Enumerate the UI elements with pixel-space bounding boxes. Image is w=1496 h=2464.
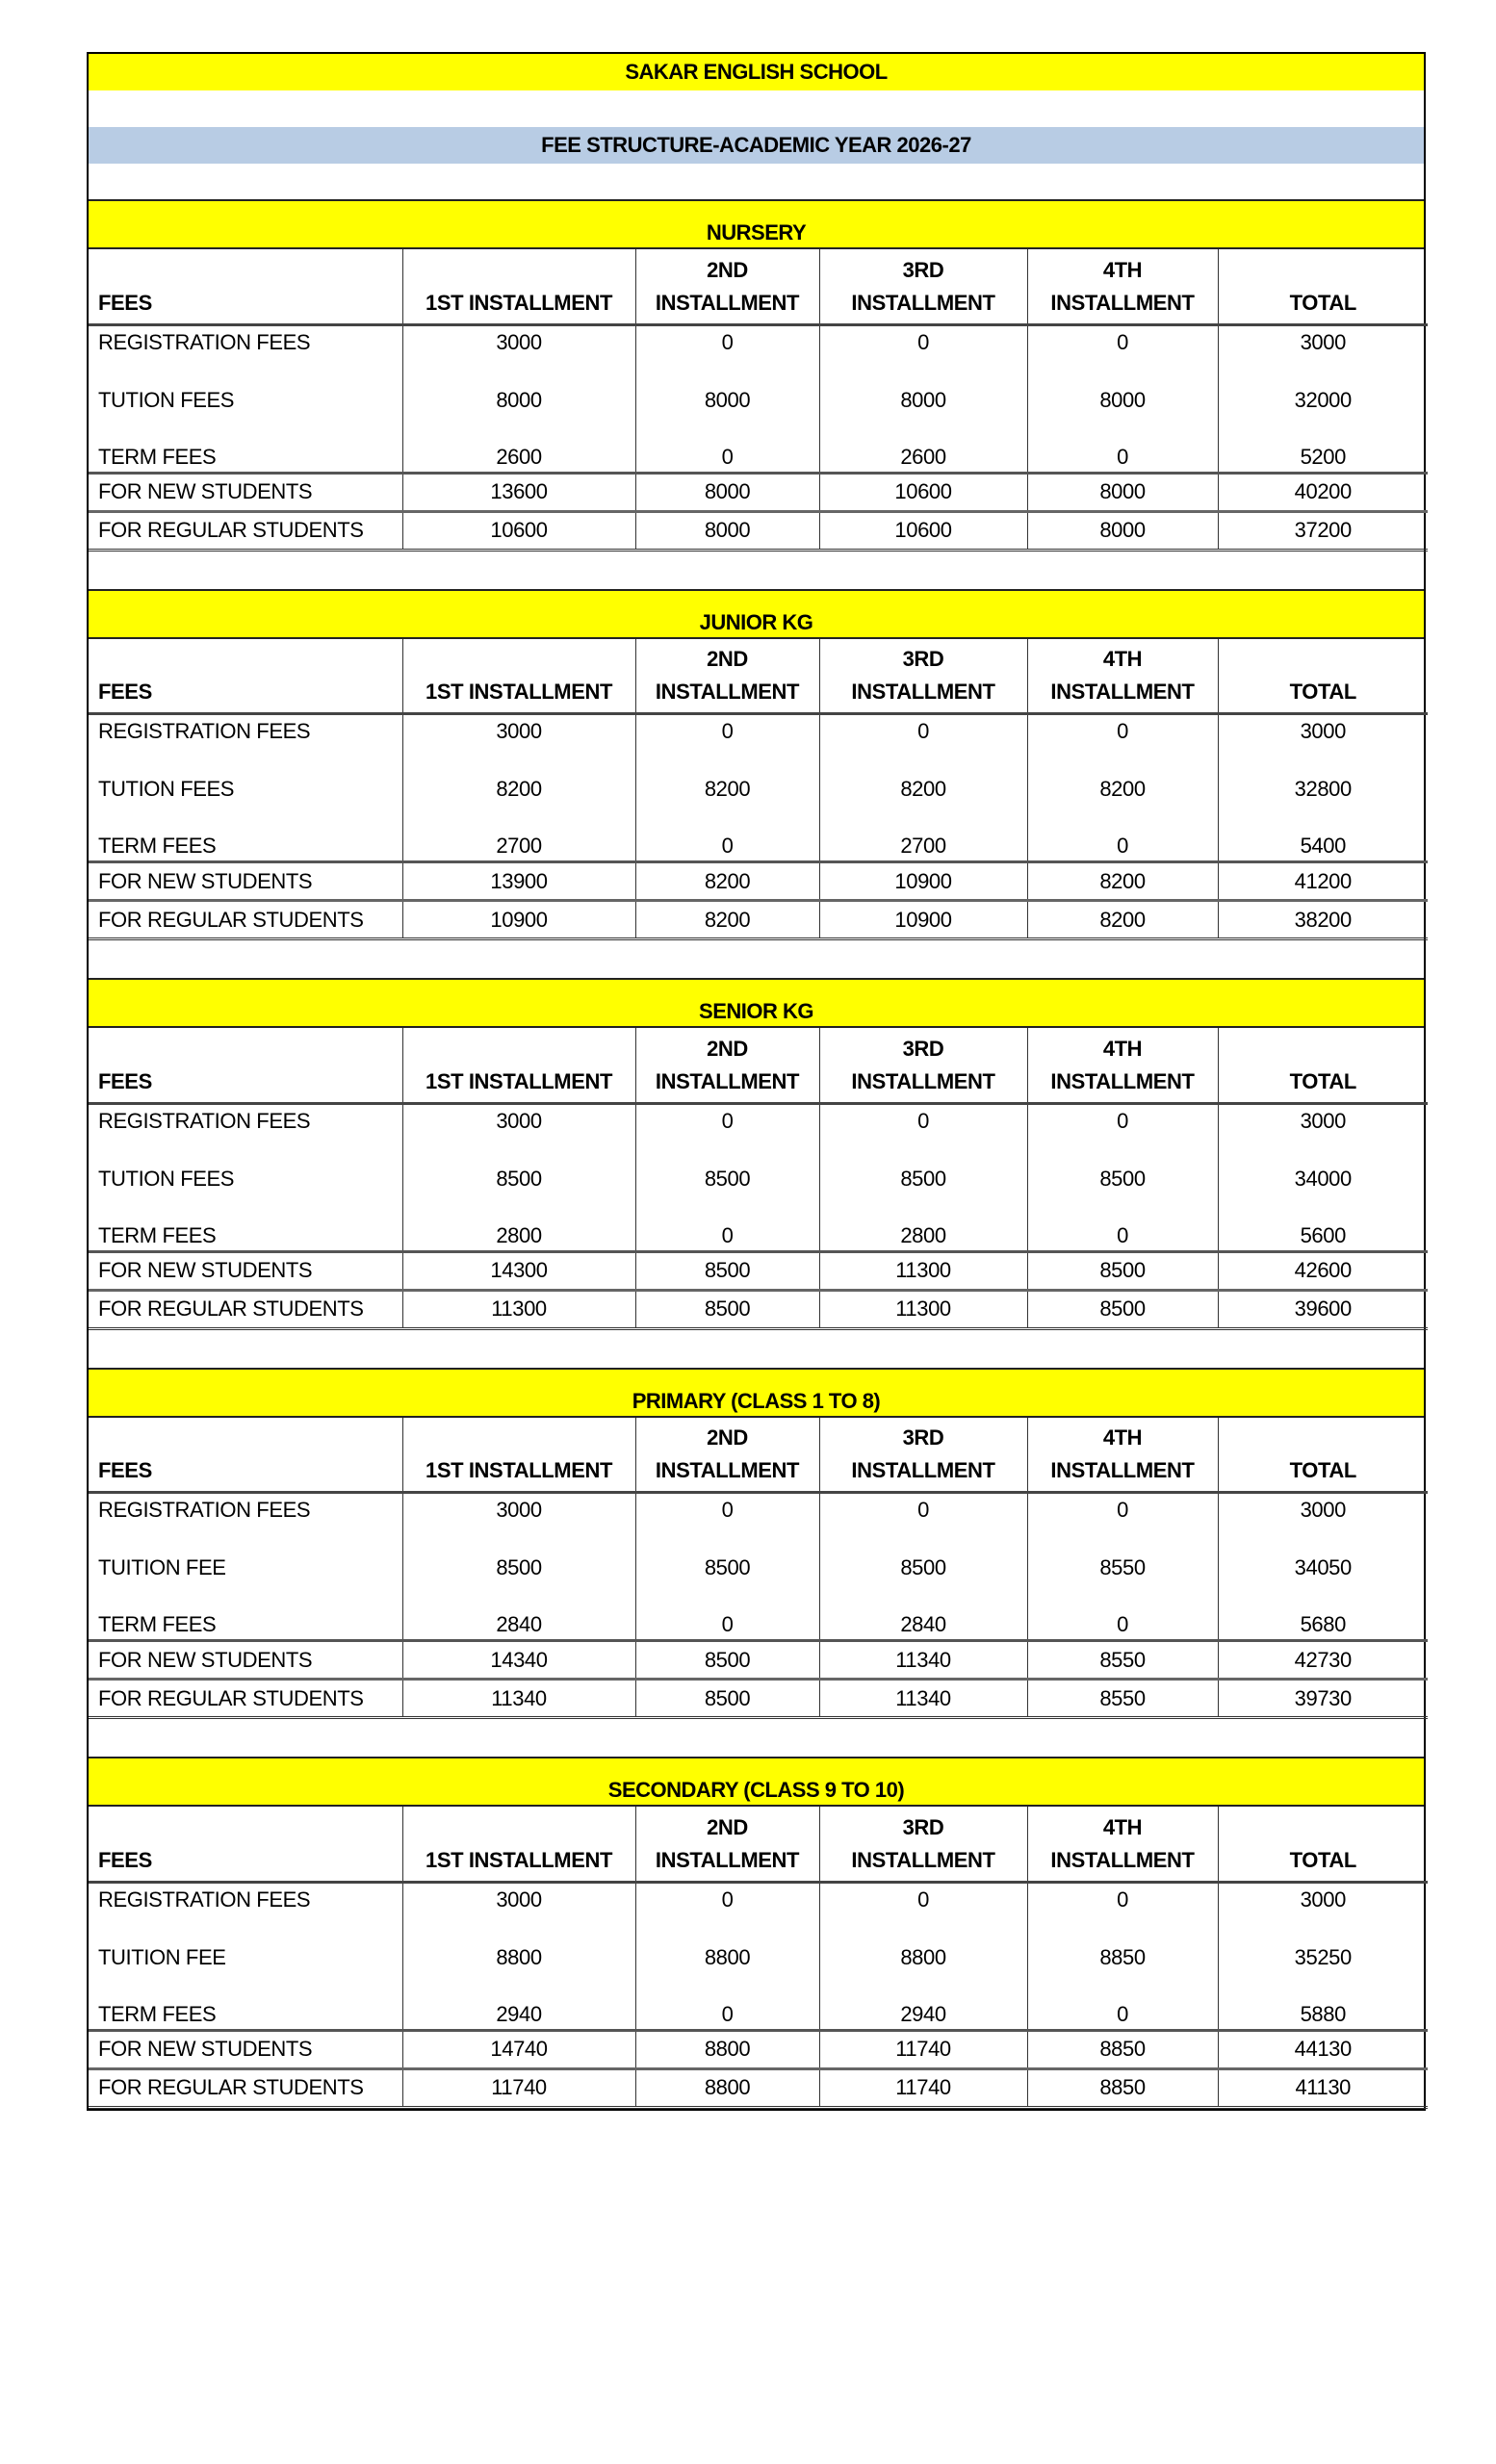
header-1st-installment: 1ST INSTALLMENT (402, 249, 635, 324)
amount-total: 5400 (1218, 827, 1428, 862)
header-4th-installment: 4TH INSTALLMENT (1027, 249, 1218, 324)
amount-2nd-installment: 0 (635, 1493, 819, 1531)
amount-4th-installment: 0 (1027, 324, 1218, 363)
amount-1st-installment: 13900 (402, 862, 635, 901)
amount-1st-installment: 3000 (402, 324, 635, 363)
amount-2nd-installment: 8500 (635, 1290, 819, 1328)
section-title (89, 589, 1424, 639)
fee-label: FOR REGULAR STUDENTS (89, 1680, 402, 1718)
fee-label: REGISTRATION FEES (89, 1493, 402, 1531)
header-1st-installment: 1ST INSTALLMENT (402, 1807, 635, 1882)
header-fees: FEES (89, 1807, 402, 1882)
amount-2nd-installment: 8800 (635, 1920, 819, 1994)
amount-4th-installment: 0 (1027, 1994, 1218, 2030)
amount-2nd-installment: 0 (635, 827, 819, 862)
new-students-total-row (89, 1641, 1428, 1680)
table-header-row (89, 639, 1428, 714)
fee-section (89, 199, 1424, 552)
amount-4th-installment: 0 (1027, 1216, 1218, 1251)
amount-1st-installment: 2840 (402, 1605, 635, 1641)
amount-total: 3000 (1218, 714, 1428, 753)
regular-students-total-row (89, 901, 1428, 939)
amount-2nd-installment: 8500 (635, 1142, 819, 1216)
section-title-text: SECONDARY (CLASS 9 TO 10) (607, 1778, 905, 1802)
amount-3rd-installment: 8000 (819, 363, 1027, 437)
header-3rd-installment: 3RD INSTALLMENT (819, 1418, 1027, 1493)
amount-1st-installment: 13600 (402, 473, 635, 511)
amount-4th-installment: 8500 (1027, 1251, 1218, 1290)
amount-3rd-installment: 0 (819, 1882, 1027, 1920)
amount-total: 32000 (1218, 363, 1428, 437)
amount-2nd-installment: 8200 (635, 862, 819, 901)
amount-total: 44130 (1218, 2030, 1428, 2068)
new-students-total-row (89, 2030, 1428, 2068)
amount-2nd-installment: 0 (635, 1882, 819, 1920)
fee-label: TUTION FEES (89, 363, 402, 437)
amount-4th-installment: 8550 (1027, 1680, 1218, 1718)
amount-4th-installment: 8000 (1027, 363, 1218, 437)
header-3rd-installment: 3RD INSTALLMENT (819, 249, 1027, 324)
amount-1st-installment: 14300 (402, 1251, 635, 1290)
amount-4th-installment: 8500 (1027, 1142, 1218, 1216)
section-title-text: JUNIOR KG (699, 609, 813, 634)
amount-3rd-installment: 2940 (819, 1994, 1027, 2030)
amount-1st-installment: 14340 (402, 1641, 635, 1680)
amount-2nd-installment: 0 (635, 1994, 819, 2030)
spacer-row (89, 90, 1424, 127)
amount-3rd-installment: 2700 (819, 827, 1027, 862)
header-4th-installment: 4TH INSTALLMENT (1027, 1418, 1218, 1493)
amount-2nd-installment: 0 (635, 714, 819, 753)
section-spacer (89, 940, 1424, 978)
section-title-text: SENIOR KG (699, 999, 813, 1023)
section-title (89, 1757, 1424, 1807)
table-header-row (89, 1028, 1428, 1103)
amount-4th-installment: 0 (1027, 437, 1218, 473)
fee-table (89, 1418, 1428, 1720)
fee-structure-title: FEE STRUCTURE-ACADEMIC YEAR 2026-27 (89, 127, 1424, 164)
fee-label: FOR NEW STUDENTS (89, 862, 402, 901)
header-3rd-installment: 3RD INSTALLMENT (819, 639, 1027, 714)
fee-label: TERM FEES (89, 1605, 402, 1641)
fee-label: REGISTRATION FEES (89, 1882, 402, 1920)
amount-1st-installment: 11300 (402, 1290, 635, 1328)
amount-total: 32800 (1218, 753, 1428, 827)
fee-label: FOR NEW STUDENTS (89, 2030, 402, 2068)
amount-1st-installment: 8500 (402, 1531, 635, 1605)
tuition-fees-row (89, 363, 1428, 437)
registration-fees-row (89, 714, 1428, 753)
section-title-text: PRIMARY (CLASS 1 TO 8) (632, 1388, 881, 1413)
amount-3rd-installment: 0 (819, 1103, 1027, 1142)
amount-4th-installment: 8550 (1027, 1641, 1218, 1680)
header-2nd-installment: 2ND INSTALLMENT (635, 249, 819, 324)
fee-label: FOR NEW STUDENTS (89, 1641, 402, 1680)
fee-label: REGISTRATION FEES (89, 714, 402, 753)
amount-1st-installment: 8000 (402, 363, 635, 437)
amount-2nd-installment: 8500 (635, 1641, 819, 1680)
amount-1st-installment: 10900 (402, 901, 635, 939)
fee-table (89, 1028, 1428, 1330)
amount-2nd-installment: 8800 (635, 2030, 819, 2068)
amount-2nd-installment: 8200 (635, 901, 819, 939)
fee-section (89, 978, 1424, 1330)
amount-2nd-installment: 0 (635, 1216, 819, 1251)
term-fees-row (89, 1605, 1428, 1641)
amount-4th-installment: 0 (1027, 714, 1218, 753)
amount-4th-installment: 0 (1027, 1103, 1218, 1142)
new-students-total-row (89, 473, 1428, 511)
fee-label: TERM FEES (89, 1216, 402, 1251)
amount-3rd-installment: 2800 (819, 1216, 1027, 1251)
fee-label: REGISTRATION FEES (89, 1103, 402, 1142)
header-total: TOTAL (1218, 249, 1428, 324)
fee-label: TERM FEES (89, 437, 402, 473)
spacer-row (89, 164, 1424, 199)
amount-1st-installment: 8800 (402, 1920, 635, 1994)
header-4th-installment: 4TH INSTALLMENT (1027, 639, 1218, 714)
amount-1st-installment: 2940 (402, 1994, 635, 2030)
amount-1st-installment: 2600 (402, 437, 635, 473)
amount-2nd-installment: 8000 (635, 473, 819, 511)
amount-3rd-installment: 10900 (819, 862, 1027, 901)
fee-label: TUITION FEE (89, 1531, 402, 1605)
amount-total: 5200 (1218, 437, 1428, 473)
amount-3rd-installment: 11740 (819, 2068, 1027, 2107)
amount-total: 5600 (1218, 1216, 1428, 1251)
amount-4th-installment: 0 (1027, 827, 1218, 862)
amount-total: 39600 (1218, 1290, 1428, 1328)
amount-total: 3000 (1218, 1103, 1428, 1142)
amount-4th-installment: 8550 (1027, 1531, 1218, 1605)
fee-label: TUTION FEES (89, 1142, 402, 1216)
amount-2nd-installment: 8800 (635, 2068, 819, 2107)
amount-1st-installment: 3000 (402, 1103, 635, 1142)
amount-total: 35250 (1218, 1920, 1428, 1994)
new-students-total-row (89, 1251, 1428, 1290)
amount-3rd-installment: 0 (819, 324, 1027, 363)
fee-label: FOR REGULAR STUDENTS (89, 1290, 402, 1328)
header-fees: FEES (89, 1418, 402, 1493)
tuition-fees-row (89, 1531, 1428, 1605)
header-2nd-installment: 2ND INSTALLMENT (635, 1418, 819, 1493)
amount-total: 42600 (1218, 1251, 1428, 1290)
amount-3rd-installment: 10900 (819, 901, 1027, 939)
amount-3rd-installment: 8500 (819, 1531, 1027, 1605)
amount-total: 5880 (1218, 1994, 1428, 2030)
header-total: TOTAL (1218, 1028, 1428, 1103)
amount-1st-installment: 14740 (402, 2030, 635, 2068)
amount-2nd-installment: 0 (635, 324, 819, 363)
new-students-total-row (89, 862, 1428, 901)
header-fees: FEES (89, 1028, 402, 1103)
fee-label: FOR REGULAR STUDENTS (89, 901, 402, 939)
fee-label: TERM FEES (89, 827, 402, 862)
amount-1st-installment: 11740 (402, 2068, 635, 2107)
amount-1st-installment: 10600 (402, 511, 635, 550)
table-header-row (89, 1418, 1428, 1493)
header-total: TOTAL (1218, 1418, 1428, 1493)
fee-label: FOR REGULAR STUDENTS (89, 511, 402, 550)
header-4th-installment: 4TH INSTALLMENT (1027, 1028, 1218, 1103)
amount-3rd-installment: 2840 (819, 1605, 1027, 1641)
amount-3rd-installment: 11300 (819, 1290, 1027, 1328)
tuition-fees-row (89, 1920, 1428, 1994)
amount-3rd-installment: 11340 (819, 1641, 1027, 1680)
amount-total: 37200 (1218, 511, 1428, 550)
amount-2nd-installment: 0 (635, 1103, 819, 1142)
amount-total: 42730 (1218, 1641, 1428, 1680)
regular-students-total-row (89, 1680, 1428, 1718)
fee-table (89, 249, 1428, 552)
amount-1st-installment: 3000 (402, 1493, 635, 1531)
section-title (89, 1368, 1424, 1418)
amount-1st-installment: 11340 (402, 1680, 635, 1718)
amount-2nd-installment: 8200 (635, 753, 819, 827)
header-1st-installment: 1ST INSTALLMENT (402, 639, 635, 714)
amount-2nd-installment: 8000 (635, 511, 819, 550)
fee-label: TUTION FEES (89, 753, 402, 827)
header-2nd-installment: 2ND INSTALLMENT (635, 1028, 819, 1103)
amount-4th-installment: 8200 (1027, 901, 1218, 939)
amount-4th-installment: 8850 (1027, 1920, 1218, 1994)
amount-3rd-installment: 11740 (819, 2030, 1027, 2068)
amount-3rd-installment: 2600 (819, 437, 1027, 473)
term-fees-row (89, 1994, 1428, 2030)
amount-total: 34050 (1218, 1531, 1428, 1605)
amount-total: 41130 (1218, 2068, 1428, 2107)
registration-fees-row (89, 1882, 1428, 1920)
amount-3rd-installment: 8200 (819, 753, 1027, 827)
amount-1st-installment: 3000 (402, 714, 635, 753)
amount-total: 38200 (1218, 901, 1428, 939)
amount-4th-installment: 8850 (1027, 2068, 1218, 2107)
header-2nd-installment: 2ND INSTALLMENT (635, 639, 819, 714)
amount-1st-installment: 2800 (402, 1216, 635, 1251)
fee-label: REGISTRATION FEES (89, 324, 402, 363)
tuition-fees-row (89, 1142, 1428, 1216)
regular-students-total-row (89, 511, 1428, 550)
amount-4th-installment: 8000 (1027, 511, 1218, 550)
sections-container (89, 199, 1424, 2109)
header-1st-installment: 1ST INSTALLMENT (402, 1028, 635, 1103)
header-fees: FEES (89, 639, 402, 714)
amount-total: 3000 (1218, 1882, 1428, 1920)
registration-fees-row (89, 1493, 1428, 1531)
amount-3rd-installment: 8500 (819, 1142, 1027, 1216)
amount-3rd-installment: 8800 (819, 1920, 1027, 1994)
header-2nd-installment: 2ND INSTALLMENT (635, 1807, 819, 1882)
section-title-text: NURSERY (706, 220, 807, 244)
amount-total: 40200 (1218, 473, 1428, 511)
header-4th-installment: 4TH INSTALLMENT (1027, 1807, 1218, 1882)
section-spacer (89, 552, 1424, 589)
amount-4th-installment: 8200 (1027, 753, 1218, 827)
registration-fees-row (89, 324, 1428, 363)
term-fees-row (89, 437, 1428, 473)
amount-total: 3000 (1218, 324, 1428, 363)
fee-label: FOR NEW STUDENTS (89, 473, 402, 511)
school-name: SAKAR ENGLISH SCHOOL (89, 54, 1424, 90)
regular-students-total-row (89, 2068, 1428, 2107)
amount-1st-installment: 8200 (402, 753, 635, 827)
fee-table (89, 639, 1428, 941)
amount-1st-installment: 2700 (402, 827, 635, 862)
fee-structure-sheet (87, 52, 1426, 2111)
amount-total: 5680 (1218, 1605, 1428, 1641)
amount-total: 41200 (1218, 862, 1428, 901)
term-fees-row (89, 1216, 1428, 1251)
section-spacer (89, 1330, 1424, 1368)
amount-3rd-installment: 10600 (819, 473, 1027, 511)
amount-2nd-installment: 8500 (635, 1680, 819, 1718)
fee-label: TERM FEES (89, 1994, 402, 2030)
amount-4th-installment: 0 (1027, 1882, 1218, 1920)
amount-2nd-installment: 0 (635, 437, 819, 473)
header-fees: FEES (89, 249, 402, 324)
header-total: TOTAL (1218, 639, 1428, 714)
amount-1st-installment: 3000 (402, 1882, 635, 1920)
header-3rd-installment: 3RD INSTALLMENT (819, 1807, 1027, 1882)
header-1st-installment: 1ST INSTALLMENT (402, 1418, 635, 1493)
section-title (89, 978, 1424, 1028)
amount-3rd-installment: 0 (819, 1493, 1027, 1531)
section-spacer (89, 1719, 1424, 1757)
table-header-row (89, 1807, 1428, 1882)
regular-students-total-row (89, 1290, 1428, 1328)
fee-table (89, 1807, 1428, 2109)
amount-4th-installment: 8850 (1027, 2030, 1218, 2068)
fee-section (89, 1368, 1424, 1720)
amount-4th-installment: 8500 (1027, 1290, 1218, 1328)
amount-4th-installment: 8200 (1027, 862, 1218, 901)
section-title (89, 199, 1424, 249)
amount-total: 3000 (1218, 1493, 1428, 1531)
amount-3rd-installment: 0 (819, 714, 1027, 753)
amount-total: 39730 (1218, 1680, 1428, 1718)
amount-2nd-installment: 8500 (635, 1531, 819, 1605)
amount-3rd-installment: 10600 (819, 511, 1027, 550)
amount-total: 34000 (1218, 1142, 1428, 1216)
tuition-fees-row (89, 753, 1428, 827)
amount-4th-installment: 0 (1027, 1605, 1218, 1641)
amount-1st-installment: 8500 (402, 1142, 635, 1216)
header-total: TOTAL (1218, 1807, 1428, 1882)
amount-3rd-installment: 11340 (819, 1680, 1027, 1718)
registration-fees-row (89, 1103, 1428, 1142)
amount-4th-installment: 8000 (1027, 473, 1218, 511)
fee-label: FOR NEW STUDENTS (89, 1251, 402, 1290)
table-header-row (89, 249, 1428, 324)
fee-section (89, 1757, 1424, 2109)
amount-2nd-installment: 8000 (635, 363, 819, 437)
amount-3rd-installment: 11300 (819, 1251, 1027, 1290)
header-3rd-installment: 3RD INSTALLMENT (819, 1028, 1027, 1103)
fee-label: TUITION FEE (89, 1920, 402, 1994)
fee-label: FOR REGULAR STUDENTS (89, 2068, 402, 2107)
amount-2nd-installment: 8500 (635, 1251, 819, 1290)
fee-section (89, 589, 1424, 941)
term-fees-row (89, 827, 1428, 862)
amount-2nd-installment: 0 (635, 1605, 819, 1641)
amount-4th-installment: 0 (1027, 1493, 1218, 1531)
